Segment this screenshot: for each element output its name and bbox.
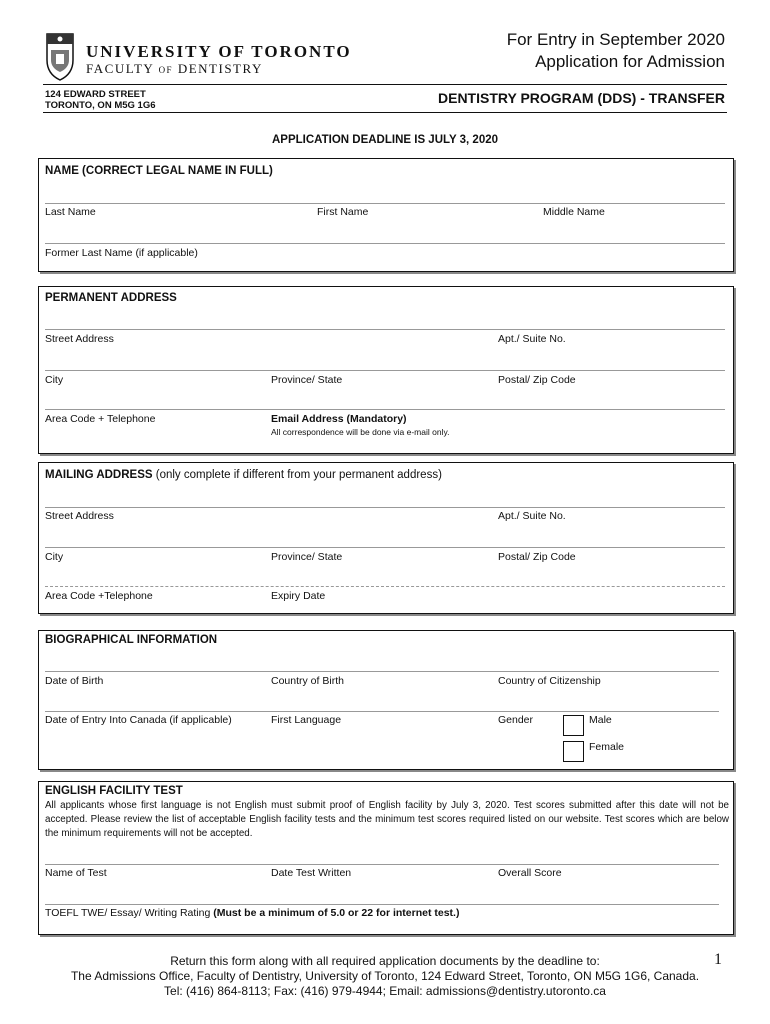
email-note: All correspondence will be done via e-mail only. bbox=[271, 427, 450, 437]
english-test-heading: ENGLISH FACILITY TEST bbox=[45, 785, 183, 797]
apt-suite-label: Apt./ Suite No. bbox=[498, 333, 566, 345]
former-last-name-field[interactable] bbox=[45, 243, 725, 244]
expiry-date-label: Expiry Date bbox=[271, 590, 326, 602]
header-rule bbox=[43, 84, 727, 85]
entry-language-field[interactable] bbox=[45, 711, 719, 712]
last-name-label: Last Name bbox=[45, 206, 96, 218]
toefl-field[interactable] bbox=[45, 904, 719, 905]
header-rule-2 bbox=[43, 112, 727, 113]
mailing-address-heading: MAILING ADDRESS (only complete if different from your permanent address) bbox=[45, 469, 442, 481]
street-address-label: Street Address bbox=[45, 333, 114, 345]
permanent-address-section bbox=[38, 286, 734, 454]
last-name-field[interactable] bbox=[45, 203, 725, 204]
street-address-field[interactable] bbox=[45, 329, 725, 330]
male-checkbox[interactable] bbox=[563, 715, 584, 736]
university-crest-icon bbox=[43, 30, 77, 82]
english-test-section bbox=[38, 781, 734, 935]
province-label: Province/ State bbox=[271, 374, 343, 386]
permanent-address-heading: PERMANENT ADDRESS bbox=[45, 292, 177, 304]
footer-contact: Tel: (416) 864-8113; Fax: (416) 979-4944; Email: admissions@dentistry.utoronto.ca bbox=[164, 984, 606, 998]
address-line-1: 124 EDWARD STREET bbox=[45, 89, 146, 100]
university-name: UNIVERSITY OF TORONTO bbox=[86, 42, 352, 61]
application-deadline: APPLICATION DEADLINE IS JULY 3, 2020 bbox=[271, 134, 499, 146]
first-language-label: First Language bbox=[271, 714, 342, 726]
female-label: Female bbox=[589, 741, 625, 753]
application-title: Application for Admission bbox=[535, 52, 725, 71]
toefl-label: TOEFL TWE/ Essay/ Writing Rating (Must be a minimum of 5.0 or 22 for internet test.) bbox=[45, 907, 460, 919]
telephone-label: Area Code + Telephone bbox=[45, 413, 156, 425]
mailing-address-section bbox=[38, 462, 734, 614]
dob-label: Date of Birth bbox=[45, 675, 104, 687]
city-field[interactable] bbox=[45, 370, 725, 371]
female-checkbox[interactable] bbox=[563, 741, 584, 762]
test-info-field[interactable] bbox=[45, 864, 719, 865]
test-name-label: Name of Test bbox=[45, 867, 107, 879]
mailing-city-label: City bbox=[45, 551, 64, 563]
name-section bbox=[38, 158, 734, 272]
postal-code-label: Postal/ Zip Code bbox=[498, 374, 576, 386]
date-written-label: Date Test Written bbox=[271, 867, 352, 879]
name-heading: NAME (CORRECT LEGAL NAME IN FULL) bbox=[45, 165, 273, 177]
footer-instructions: Return this form along with all required application documents by the deadline to: bbox=[170, 954, 600, 968]
male-label: Male bbox=[589, 714, 612, 726]
first-name-label: First Name bbox=[317, 206, 369, 218]
mailing-province-label: Province/ State bbox=[271, 551, 343, 563]
mailing-phone-field[interactable] bbox=[45, 586, 725, 587]
mailing-telephone-label: Area Code +Telephone bbox=[45, 590, 153, 602]
biographical-section bbox=[38, 630, 734, 770]
entry-into-canada-label: Date of Entry Into Canada (if applicable) bbox=[45, 714, 232, 726]
mailing-street-field[interactable] bbox=[45, 507, 725, 508]
program-title: DENTISTRY PROGRAM (DDS) - TRANSFER bbox=[438, 90, 725, 106]
country-of-birth-label: Country of Birth bbox=[271, 675, 344, 687]
citizenship-label: Country of Citizenship bbox=[498, 675, 601, 687]
email-label: Email Address (Mandatory) bbox=[271, 413, 407, 425]
former-last-name-label: Former Last Name (if applicable) bbox=[45, 247, 198, 259]
page-number: 1 bbox=[714, 951, 722, 968]
english-test-paragraph: All applicants whose first language is not English must submit proof of English facility by July 3, 2020. Test scores submitted after this date will not be accepted. Please review the list of acceptable English facility tests and the minimum test scores required listed on our website. Test scores which are below the minimum requirements will not be accepted. bbox=[45, 800, 729, 839]
city-label: City bbox=[45, 374, 64, 386]
mailing-apt-label: Apt./ Suite No. bbox=[498, 510, 566, 522]
birth-info-field[interactable] bbox=[45, 671, 719, 672]
faculty-name: FACULTY OF DENTISTRY bbox=[86, 61, 263, 76]
address-line-2: TORONTO, ON M5G 1G6 bbox=[45, 100, 156, 111]
phone-email-field[interactable] bbox=[45, 409, 725, 410]
biographical-heading: BIOGRAPHICAL INFORMATION bbox=[45, 634, 218, 646]
footer-address: The Admissions Office, Faculty of Dentistry, University of Toronto, 124 Edward Street, Toronto, ON M5G 1G6, Canada. bbox=[70, 969, 700, 983]
entry-title: For Entry in September 2020 bbox=[506, 30, 725, 49]
mailing-postal-label: Postal/ Zip Code bbox=[498, 551, 576, 563]
overall-score-label: Overall Score bbox=[498, 867, 562, 879]
mailing-street-label: Street Address bbox=[45, 510, 114, 522]
mailing-city-field[interactable] bbox=[45, 547, 725, 548]
middle-name-label: Middle Name bbox=[543, 206, 605, 218]
gender-label: Gender bbox=[498, 714, 534, 726]
